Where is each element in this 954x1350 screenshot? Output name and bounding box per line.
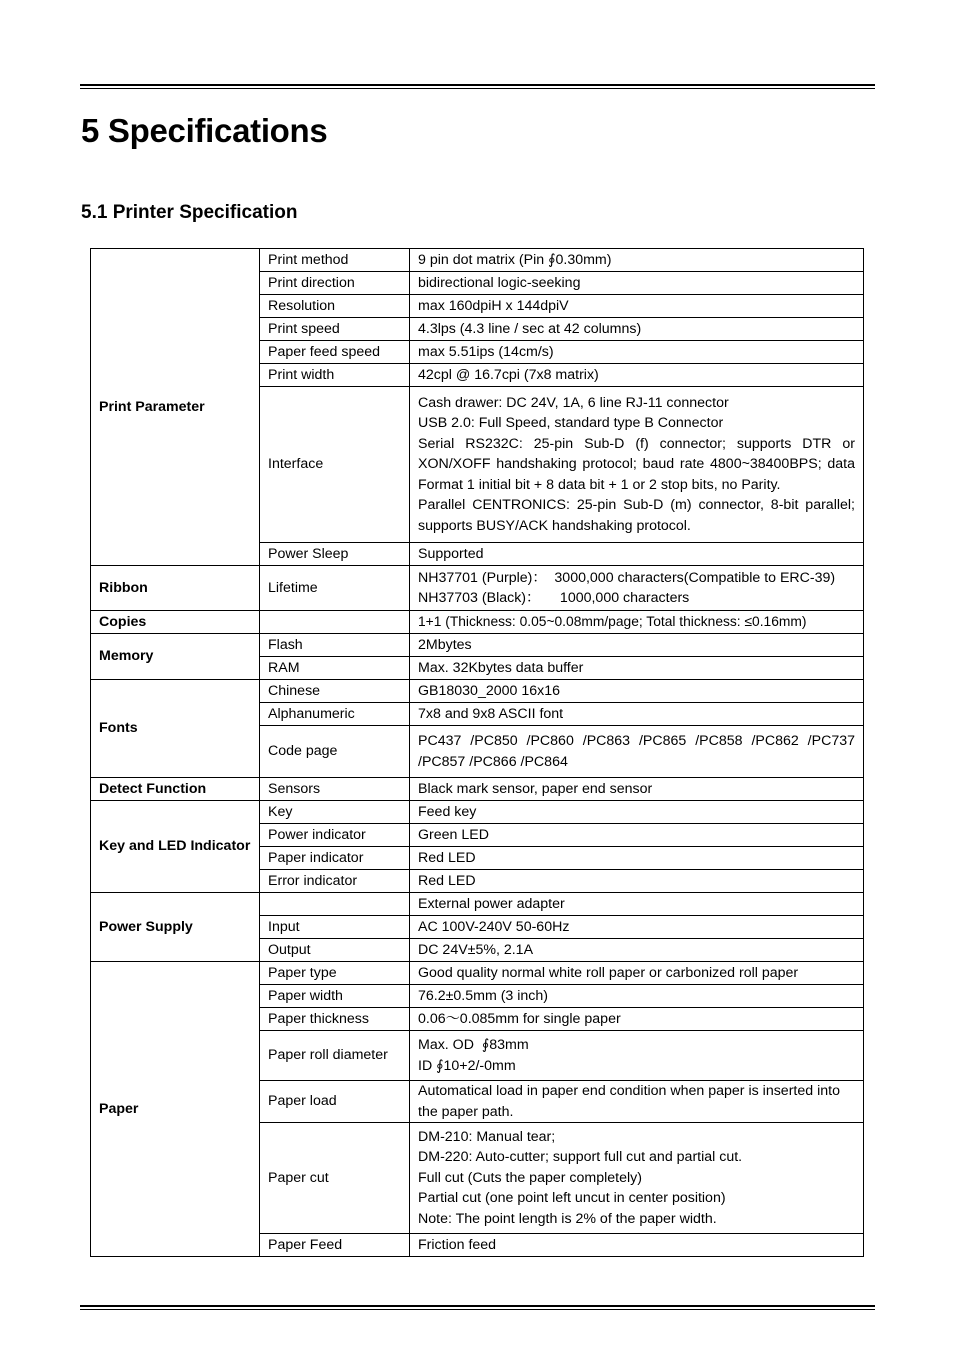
value-cell: Red LED [410,847,864,870]
value-cell [410,1031,864,1081]
value-cell: Feed key [410,801,864,824]
table-row [91,634,864,657]
value-line: NH37701 (Purple)： 3000,000 characters(Compatible to ERC-39) [418,569,836,586]
category-cell: Memory [91,634,260,680]
value-line: DM-210: Manual tear; [418,1128,556,1145]
table-row [91,778,864,801]
parameter-cell: RAM [260,657,410,680]
value-cell: max 160dpiH x 144dpiV [410,295,864,318]
value-line: Max. OD ∮83mm [418,1037,529,1053]
value-line: Note: The point length is 2% of the paper width. [418,1210,717,1227]
category-cell: Paper [91,962,260,1257]
parameter-cell: Paper roll diameter [260,1031,410,1081]
value-line: USB 2.0: Full Speed, standard type B Connector [418,415,724,432]
parameter-cell: Print direction [260,272,410,295]
footer-rule [80,1305,875,1307]
value-line: ID ∮10+2/-0mm [418,1057,516,1074]
parameter-cell: Power Sleep [260,543,410,566]
parameter-cell: Paper indicator [260,847,410,870]
parameter-cell: Print speed [260,318,410,341]
footer-rule-thin [80,1309,875,1310]
parameter-cell: Flash [260,634,410,657]
parameter-cell: Print width [260,364,410,387]
parameter-cell: Chinese [260,680,410,703]
parameter-cell: Resolution [260,295,410,318]
parameter-cell: Power indicator [260,824,410,847]
parameter-cell: Code page [260,726,410,778]
value-cell: bidirectional logic-seeking [410,272,864,295]
parameter-cell: Key [260,801,410,824]
category-cell: Print Parameter [91,249,260,566]
value-cell: Good quality normal white roll paper or carbonized roll paper [410,962,864,985]
category-cell: Key and LED Indicator [91,801,260,893]
table-row [91,893,864,916]
parameter-cell: Paper load [260,1081,410,1123]
value-cell: GB18030_2000 16x16 [410,680,864,703]
value-cell: 4.3lps (4.3 line / sec at 42 columns) [410,318,864,341]
value-cell: External power adapter [410,893,864,916]
value-cell: Green LED [410,824,864,847]
value-line: Serial RS232C: 25-pin Sub-D (f) connector; supports DTR or XON/XOFF handshaking protocol; baud rate 4800~38400BPS; data Format 1 initial bit + 8 data bit + 1 or 2 stop bits, no Parity. [418,435,855,493]
value-cell [410,1123,864,1234]
category-cell: Fonts [91,680,260,778]
parameter-cell: Paper cut [260,1123,410,1234]
value-cell: PC437 /PC850 /PC860 /PC863 /PC865 /PC858 /PC862 /PC737 /PC857 /PC866 /PC864 [410,726,864,778]
value-cell: 2Mbytes [410,634,864,657]
value-line: Cash drawer: DC 24V, 1A, 6 line RJ-11 connector [418,394,729,411]
value-cell [410,387,864,543]
value-cell: DC 24V±5%, 2.1A [410,939,864,962]
value-line: Parallel CENTRONICS: 25-pin Sub-D (m) connector, 8-bit parallel; supports BUSY/ACK handshaking protocol. [418,497,855,534]
parameter-cell: Lifetime [260,566,410,611]
value-cell: Automatical load in paper end condition when paper is inserted into the paper path. [410,1081,864,1123]
parameter-cell: Interface [260,387,410,543]
parameter-cell: Input [260,916,410,939]
value-cell: 9 pin dot matrix (Pin ∮0.30mm) [410,249,864,272]
parameter-cell: Print method [260,249,410,272]
value-line: DM-220: Auto-cutter; support full cut and partial cut. [418,1149,743,1166]
header-rule-thin [80,88,875,89]
value-cell: 7x8 and 9x8 ASCII font [410,703,864,726]
value-cell: Friction feed [410,1234,864,1257]
value-cell: 42cpl @ 16.7cpi (7x8 matrix) [410,364,864,387]
parameter-cell [260,893,410,916]
table-row [91,566,864,611]
parameter-cell: Sensors [260,778,410,801]
parameter-cell: Paper thickness [260,1008,410,1031]
header-rule [80,84,875,86]
value-cell: Supported [410,543,864,566]
value-line: NH37703 (Black)： 1000,000 characters [418,590,690,606]
table-row [91,962,864,985]
value-cell: Red LED [410,870,864,893]
value-line: Full cut (Cuts the paper completely) [418,1169,642,1186]
spec-table [90,248,864,1257]
section-heading: 5.1 Printer Specification [81,202,298,223]
category-cell: Power Supply [91,893,260,962]
parameter-cell: Alphanumeric [260,703,410,726]
table-row [91,680,864,703]
table-row [91,801,864,824]
value-cell [410,566,864,611]
page-title: 5 Specifications [81,112,328,149]
parameter-cell: Paper feed speed [260,341,410,364]
value-cell: 1+1 (Thickness: 0.05~0.08mm/page; Total thickness: ≤0.16mm) [410,611,864,634]
parameter-cell: Error indicator [260,870,410,893]
value-cell: 0.06～0.085mm for single paper [410,1008,864,1031]
value-line: Partial cut (one point left uncut in center position) [418,1190,726,1207]
category-cell: Detect Function [91,778,260,801]
value-cell: Black mark sensor, paper end sensor [410,778,864,801]
value-cell: Max. 32Kbytes data buffer [410,657,864,680]
parameter-cell: Paper type [260,962,410,985]
parameter-cell: Output [260,939,410,962]
category-cell: Ribbon [91,566,260,611]
parameter-cell [260,611,410,634]
category-cell: Copies [91,611,260,634]
table-row [91,249,864,272]
value-cell: AC 100V-240V 50-60Hz [410,916,864,939]
table-row [91,611,864,634]
value-cell: 76.2±0.5mm (3 inch) [410,985,864,1008]
parameter-cell: Paper Feed [260,1234,410,1257]
value-cell: max 5.51ips (14cm/s) [410,341,864,364]
parameter-cell: Paper width [260,985,410,1008]
